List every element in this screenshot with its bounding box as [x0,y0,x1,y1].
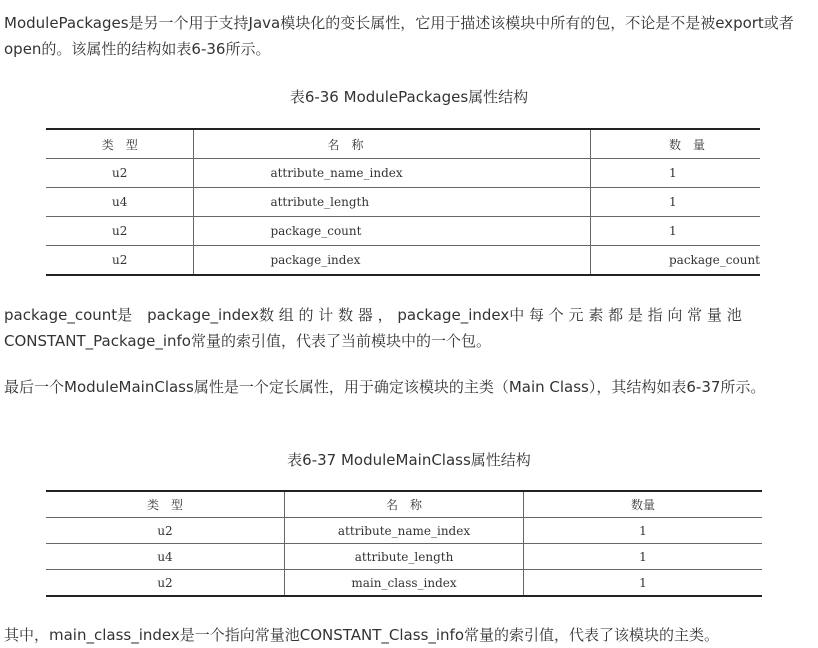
table-row [46,246,760,276]
paragraph-package-count: package_count是 package_index数 组 的 计 数 器 ， package_index中 每 个 元 素 都 是 指 向 常 量 池 CONSTANT_Package_info常量的索引值，代表了当前模块中的一个包。 [4,306,742,350]
cell-name: attribute_name_index [285,518,524,544]
header-name: 名 称 [285,491,524,518]
cell-type: u2 [46,518,285,544]
header-count: 数 量 [591,129,761,159]
cell-count: 1 [524,544,763,570]
cell-name: attribute_length [285,544,524,570]
cell-type: u4 [46,188,194,217]
table-row [46,159,760,188]
table-row [46,188,760,217]
table-row [46,518,762,544]
paragraph-module-main-class-intro: 最后一个ModuleMainClass属性是一个定长属性，用于确定该模块的主类（Main Class），其结构如表6-37所示。 [4,378,766,396]
cell-name: package_count [194,217,591,246]
cell-name: attribute_name_index [194,159,591,188]
cell-name: attribute_length [194,188,591,217]
cell-type: u2 [46,246,194,276]
table-header-row [46,129,760,159]
table-row [46,570,762,597]
header-count: 数量 [524,491,763,518]
cell-count: 1 [591,217,761,246]
cell-type: u2 [46,159,194,188]
table-header-row [46,491,762,518]
cell-type: u2 [46,570,285,597]
cell-count: package_count [591,246,761,276]
table-6-37 [46,490,762,597]
table-6-36 [46,128,760,276]
table-row [46,544,762,570]
paragraph-main-class-index: 其中，main_class_index是一个指向常量池CONSTANT_Class_info常量的索引值，代表了该模块的主类。 [4,626,720,644]
header-name: 名 称 [194,129,591,159]
cell-type: u2 [46,217,194,246]
header-type: 类 型 [46,491,285,518]
cell-type: u4 [46,544,285,570]
cell-name: package_index [194,246,591,276]
cell-name: main_class_index [285,570,524,597]
cell-count: 1 [524,570,763,597]
table-row [46,217,760,246]
table-6-36-caption: 表6-36 ModulePackages属性结构 [289,88,529,106]
table-6-37-caption: 表6-37 ModuleMainClass属性结构 [287,451,531,469]
paragraph-module-packages-intro: ModulePackages是另一个用于支持Java模块化的变长属性，它用于描述该模块中所有的包，不论是不是被export或者open的。该属性的结构如表6-36所示。 [4,14,794,58]
cell-count: 1 [591,188,761,217]
cell-count: 1 [524,518,763,544]
cell-count: 1 [591,159,761,188]
header-type: 类 型 [46,129,194,159]
